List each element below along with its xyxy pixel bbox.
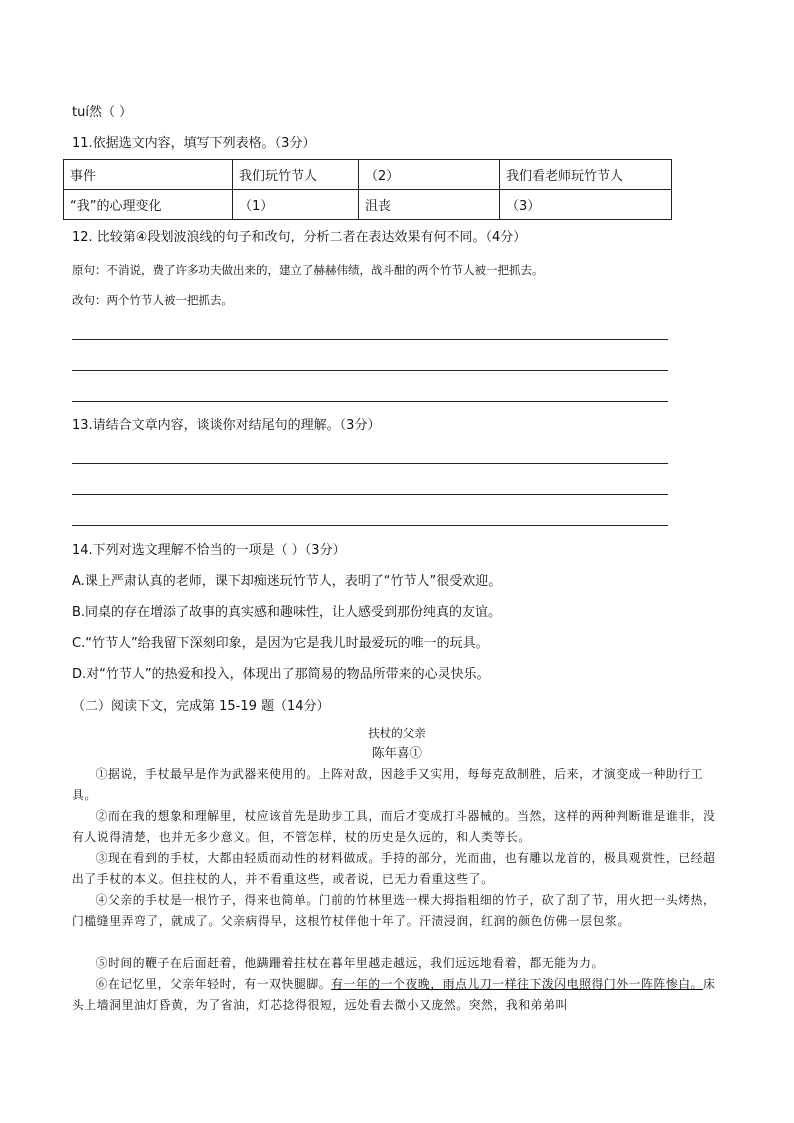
answer-line[interactable] [72, 401, 668, 402]
article-paragraph-3: ③现在看到的手杖，大都由轻质而动性的材料做成。手持的部分，光而曲，也有雕以龙首的，极具观赏性，已经超出了手杖的本义。但拄杖的人，并不看重这些，或者说，已无力看重这些了。 [72, 851, 716, 886]
q14-option-a[interactable]: A.课上严肃认真的老师，课下却痴迷玩竹节人，表明了“竹节人”很受欢迎。 [72, 574, 502, 589]
article-paragraph-6 [72, 974, 724, 1016]
q12-revised: 改句：两个竹节人被一把抓去。 [72, 293, 233, 307]
table-cell: “我”的心理变化 [64, 190, 233, 220]
p6-end: 床头上墙洞里油灯昏黄，为了省油，灯芯捻得很短，远处看去微小又庞然。突然，我和弟弟叫 [72, 977, 716, 1012]
answer-line[interactable] [72, 525, 668, 526]
article-title: 扶杖的父亲 [368, 726, 426, 740]
answer-line[interactable] [72, 370, 668, 371]
article-paragraph-2: ②而在我的想象和理解里，杖应该首先是助步工具，而后才变成打斗器械的。当然，这样的两种判断谁是谁非，没有人说得清楚，也并无多少意义。但，不管怎样，杖的历史是久远的，和人类等长。 [72, 809, 716, 844]
q14-option-b[interactable]: B.同桌的存在增添了故事的真实感和趣味性，让人感受到那份纯真的友谊。 [72, 605, 502, 620]
article-paragraph-1: ①据说，手杖最早是作为武器来使用的。上阵对敌，因趁手又实用，每每克敌制胜，后来，才演变成一种助行工具。 [72, 767, 704, 802]
article-author: 陈年喜① [371, 745, 422, 760]
table-cell: （2） [359, 160, 500, 190]
q12-prompt: 12. 比较第④段划波浪线的句子和改句，分析二者在表达效果有何不同。（4分） [72, 230, 527, 245]
article-paragraph-4: ④父亲的手杖是一根竹子，得来也简单。门前的竹林里选一棵大拇指粗细的竹子，砍了刮了节，用火把一头烤热，门槛缝里弄弯了，就成了。父亲病得早，这根竹杖伴他十年了。汗渍浸润，红润的颜色仿佛一层包浆。 [72, 893, 716, 928]
q11-table [63, 159, 672, 220]
answer-line[interactable] [72, 463, 668, 464]
q14-prompt: 14.下列对选文理解不恰当的一项是（ ）（3分） [72, 543, 346, 558]
answer-line[interactable] [72, 494, 668, 495]
p6-start: ⑥在记忆里，父亲年轻时，有一双快腿脚。 [95, 977, 332, 991]
table-cell: 我们看老师玩竹节人 [500, 160, 672, 190]
answer-line[interactable] [72, 339, 668, 340]
section2-heading: （二）阅读下文，完成第 15-19 题（14分） [72, 699, 330, 714]
table-cell: 我们玩竹节人 [233, 160, 359, 190]
answer-cell-1[interactable]: （1） [233, 190, 359, 220]
q11-prompt: 11.依据选文内容，填写下列表格。（3分） [72, 136, 316, 151]
wavy-underlined-sentence: 有一年的一个夜晚，雨点儿刀一样往下泼闪电照得门外一阵阵惨白。 [331, 977, 704, 991]
q12-original: 原句：不消说，费了许多功夫做出来的，建立了赫赫伟绩，战斗酣的两个竹节人被一把抓去。 [72, 263, 544, 277]
table-row [64, 190, 672, 220]
article-paragraph-5: ⑤时间的鞭子在后面赶着，他蹒跚着拄杖在暮年里越走越远，我们远远地看着，都无能为力。 [95, 956, 604, 970]
table-cell: 沮丧 [359, 190, 500, 220]
table-cell: 事件 [64, 160, 233, 190]
answer-cell-3[interactable]: （3） [500, 190, 672, 220]
table-row [64, 160, 672, 190]
q13-prompt: 13.请结合文章内容，谈谈你对结尾句的理解。（3分） [72, 418, 381, 433]
q14-option-d[interactable]: D.对“竹节人”的热爱和投入，体现出了那简易的物品所带来的心灵快乐。 [72, 667, 490, 682]
q14-option-c[interactable]: C.“竹节人”给我留下深刻印象，是因为它是我儿时最爱玩的唯一的玩具。 [72, 636, 489, 651]
q10-tail: tuí然（ ） [72, 105, 133, 120]
